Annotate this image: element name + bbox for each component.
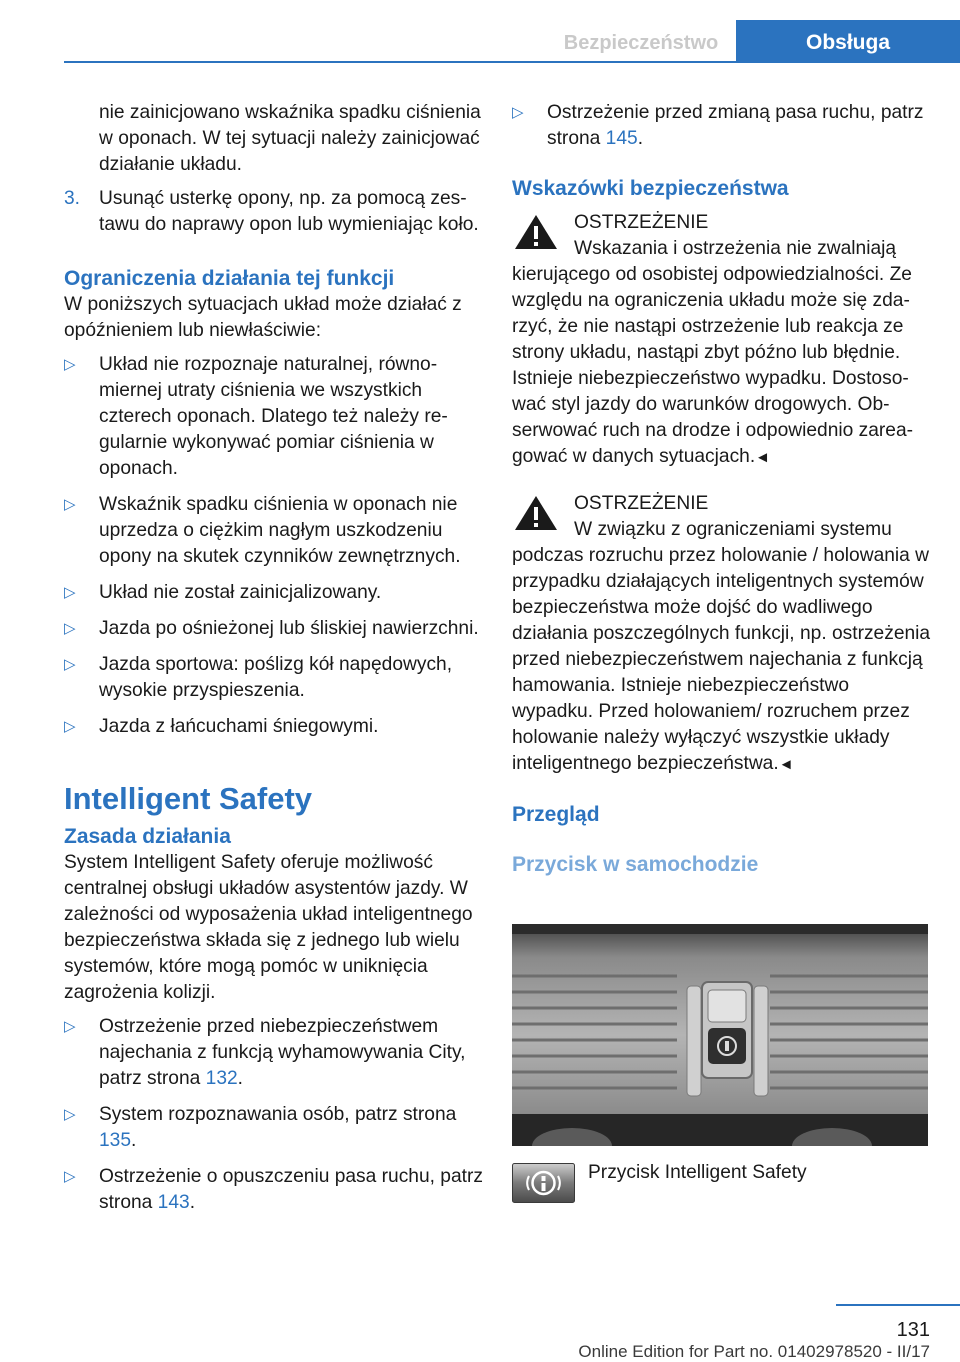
safety-heading: Wskazówki bezpieczeństwa: [512, 177, 789, 200]
bullet-icon: ▷: [64, 356, 76, 373]
system-item-after: .: [189, 1192, 196, 1213]
bullet-icon: ▷: [64, 1018, 76, 1035]
page-link-145[interactable]: 145: [605, 128, 638, 149]
step-3-number: 3.: [64, 188, 81, 209]
limits-item: [64, 714, 484, 740]
limits-intro: W poniższych sytuacjach układ może działać z opóźnieniem lub niewłaściwie:: [64, 294, 462, 341]
principle-heading: Zasada działania: [64, 825, 231, 848]
bullet-icon: ▷: [512, 104, 524, 121]
warning-box-2: [512, 491, 932, 778]
bullet-icon: ▷: [64, 656, 76, 673]
button-caption: Przycisk Intelligent Safety: [588, 1162, 807, 1183]
system-item-text: Ostrzeżenie o opuszczeniu pasa ruchu, patrz strona: [99, 1166, 483, 1213]
limits-item: [64, 352, 484, 482]
system-item-after: .: [637, 128, 644, 149]
warning-1-text: Wskazania i ostrzeżenia nie zwalniają kierującego od osobistej odpowiedzialności. Ze względu na ograniczenia układu może się zdarzyć, że nie nastąpi ostrzeżenie lub reakcja ze strony układu, nastąpi zbyt późno lub błędnie. Istnieje niebezpieczeństwo wypadku. Dostosować styl jazdy do warunków drogowych. Obserwować ruch na drodze i odpowiednio zareagować w danych sytuacjach.: [512, 238, 914, 467]
intelligent-safety-button-icon: [512, 1163, 575, 1203]
header-section-tab[interactable]: Bezpieczeństwo: [563, 32, 719, 54]
system-item-text: Ostrzeżenie przed niebezpieczeństwem najechania z funkcją wyhamowywania City, patrz strona: [99, 1016, 466, 1089]
warning-box-1: [512, 210, 932, 471]
step-3-text: Usunąć usterkę opony, np. za pomocą zestawu do naprawy opon lub wymieniając koło.: [99, 188, 479, 235]
system-item: [512, 100, 932, 152]
step-continuation: [64, 100, 484, 178]
system-item: [64, 1102, 484, 1154]
system-item-after: .: [131, 1130, 137, 1151]
page-number: 131: [896, 1319, 930, 1341]
limits-item: [64, 652, 484, 704]
limits-item: [64, 616, 484, 642]
warning-2-title: OSTRZEŻENIE: [574, 493, 709, 514]
page-link-132[interactable]: 132: [205, 1068, 238, 1089]
limits-item: [64, 492, 484, 570]
system-item-after: .: [237, 1068, 244, 1089]
end-marker: ◄: [778, 756, 794, 773]
bullet-icon: ▷: [64, 1106, 76, 1123]
limits-item-text: Układ nie został zainicjalizowany.: [99, 582, 382, 603]
intelligent-safety-heading: Intelligent Safety: [64, 781, 313, 816]
bullet-icon: ▷: [64, 496, 76, 513]
bullet-icon: ▷: [64, 584, 76, 601]
warning-2-text: W związku z ograniczeniami systemu podczas rozruchu przez holowanie / holowania w przypadku działających inteligentnych systemów bezpieczeństwa może dojść do wadliwego działania poszczególnych funkcji, np. ostrzeżenia przed niebezpieczeństwem najechania z funkcją hamowania. Istnieje niebezpieczeństwo wypadku. Przed holowaniem/ rozruchem przez holowanie należy wyłączyć wszystkie układy inteligentnego bezpieczeństwa.: [512, 519, 931, 774]
limits-item-text: Wskaźnik spadku ciśnienia w oponach nie uprzedza o ciężkim nagłym uszkodzeniu opony na skutek czynników zewnętrznych.: [99, 494, 461, 567]
edition-footer: Online Edition for Part no. 01402978520 - II/17: [578, 1342, 930, 1361]
limits-list: [64, 352, 484, 740]
header-rule: [64, 61, 960, 63]
limits-item: [64, 580, 484, 606]
system-item-text: Ostrzeżenie przed zmianą pasa ruchu, patrz strona: [547, 102, 924, 149]
overview-heading: Przegląd: [512, 803, 600, 826]
principle-text: System Intelligent Safety oferuje możliwość centralnej obsługi układów asystentów jazdy. W zależności od wyposażenia układ inteligentnego bezpieczeństwa składa się z jednego lub wielu systemów, które mogą pomóc w uniknięcia zagrożenia kolizji.: [64, 852, 473, 1003]
page-link-143[interactable]: 143: [157, 1192, 190, 1213]
dashboard-button-photo: [512, 924, 928, 1146]
bullet-icon: ▷: [64, 718, 76, 735]
right-column: [512, 100, 932, 878]
limits-item-text: Układ nie rozpoznaje naturalnej, równomiernej utraty ciśnienia we wszystkich czterech oponach. Dlatego też należy regularnie wykonywać pomiar ciśnienia w oponach.: [99, 354, 448, 479]
warning-triangle-icon: [512, 493, 560, 533]
system-item: [64, 1164, 484, 1216]
bullet-icon: ▷: [64, 1168, 76, 1185]
left-column: [64, 100, 484, 1216]
limits-item-text: Jazda sportowa: poślizg kół napędowych, wysokie przyspieszenia.: [99, 654, 453, 701]
header-active-tab[interactable]: Obsługa: [736, 20, 960, 62]
limits-item-text: Jazda z łańcuchami śniegowymi.: [99, 716, 379, 737]
systems-list: [64, 1014, 484, 1216]
system-item: [64, 1014, 484, 1092]
page-link-135[interactable]: 135: [99, 1130, 132, 1151]
bullet-icon: ▷: [64, 620, 76, 637]
step-continuation-text: nie zainicjowano wskaźnika spadku ciśnienia w oponach. W tej sytuacji należy zainicjować działanie układu.: [99, 102, 481, 175]
limits-item-text: Jazda po ośnieżonej lub śliskiej nawierzchni.: [99, 618, 479, 639]
warning-1-title: OSTRZEŻENIE: [574, 212, 709, 233]
button-heading: Przycisk w samochodzie: [512, 853, 759, 876]
end-marker: ◄: [755, 449, 771, 466]
warning-triangle-icon: [512, 212, 560, 252]
system-item-text: System rozpoznawania osób, patrz strona: [99, 1104, 457, 1125]
limits-heading: Ograniczenia działania tej funkcji: [64, 267, 395, 290]
footer-rule: [836, 1304, 960, 1306]
step-3: [64, 186, 484, 238]
